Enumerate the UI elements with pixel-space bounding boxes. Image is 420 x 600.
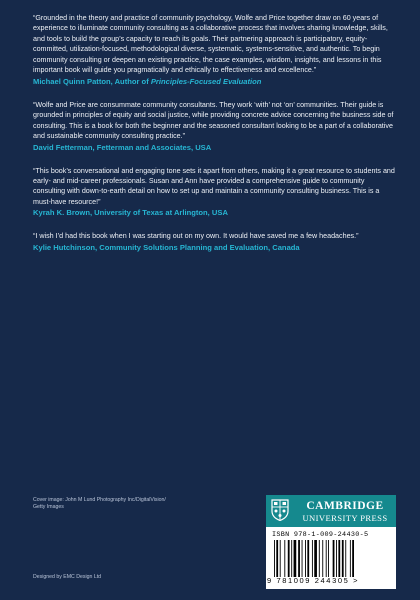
endorsement-author: David Fetterman, Fetterman and Associates, USA <box>33 142 212 152</box>
cover-image-credit <box>33 497 233 512</box>
endorsement-4 <box>33 231 395 252</box>
cover-credit-line: Cover image: John M Lund Photography Inc/DigitalVision/ <box>33 497 166 503</box>
endorsement-author: Kylie Hutchinson, Community Solutions Planning and Evaluation, Canada <box>33 242 300 252</box>
barcode <box>272 540 390 577</box>
publisher-logo <box>266 495 396 527</box>
endorsement-2 <box>33 100 395 153</box>
publisher-name-line2: UNIVERSITY PRESS <box>302 513 388 523</box>
publisher-panel <box>266 495 396 589</box>
endorsement-author <box>33 76 395 87</box>
university-crest-icon <box>271 499 289 521</box>
publisher-name <box>295 500 395 523</box>
designer-credit: Designed by EMC Design Ltd <box>33 574 102 580</box>
endorsement-quote: “Wolfe and Price are consummate community consultants. They work ‘with’ not ‘on’ communities. Their guide is grounded in principles of equity and social justice, while providing concrete advice concerning the business side of consulting. This is a book for both the beginner and the seasoned consultant looking to be a part of a collaborative and sustainable community consulting practice.” <box>33 100 394 141</box>
endorsement-quote: “Grounded in the theory and practice of community psychology, Wolfe and Price together draw on 60 years of experience to illuminate community consulting as a collaborative process that involves sharing knowledge, skills, and tools to build the group’s capacity to reach its goals. Their partnering approach is participatory, equity-committed, utilization-focused, methodological diverse, systematic, systems-sensitive, and authentic. To begin community consulting or deepen an existing practice, the case examples, wisdom, insights, and lessons in this important book will guide you pragmatically and ethically to effectiveness and excellence.” <box>33 14 388 75</box>
author-work-title: Principles-Focused Evaluation <box>150 76 262 86</box>
endorsement-author: Kyrah K. Brown, University of Texas at Arlington, USA <box>33 208 228 218</box>
isbn-text: ISBN 978-1-009-24430-5 <box>272 531 369 539</box>
endorsement-quote: “This book’s conversational and engaging tone sets it apart from others, making it a great resource to students and early- and mid-career professionals. Susan and Ann have provided a comprehensive guide to community consulting with down-to-earth detail on how to set up and maintain a community consulting business. This is a must-have resource!” <box>33 166 395 206</box>
endorsement-1 <box>33 13 395 87</box>
barcode-digits: 9 781009 244305 > <box>267 576 360 585</box>
endorsements <box>33 13 395 266</box>
publisher-name-line1: CAMBRIDGE <box>306 500 384 512</box>
cover-credit-line: Getty Images <box>33 504 64 511</box>
author-name: Michael Quinn Patton, Author of <box>33 76 151 86</box>
endorsement-quote: “I wish I’d had this book when I was starting out on my own. It would have saved me a few headaches.” <box>33 232 359 241</box>
endorsement-3 <box>33 166 395 219</box>
